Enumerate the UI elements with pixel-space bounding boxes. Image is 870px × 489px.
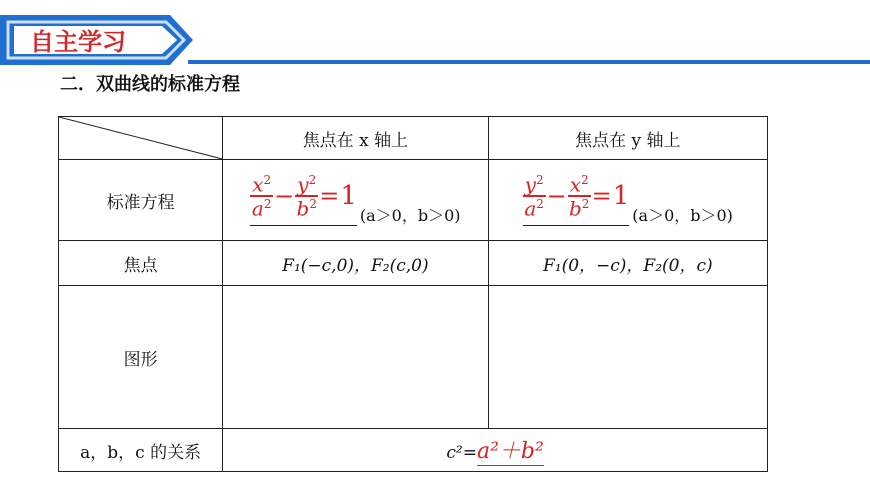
row-label-foci: 焦点 [59,241,223,286]
diagonal-line [59,117,222,159]
relation-cell [223,429,768,472]
header-divider [188,60,870,64]
banner-label: 自主学习 [30,28,126,56]
foci-y: F₁(0，−c)，F₂(0，c) [488,241,767,286]
header-y-axis: 焦点在 y 轴上 [488,117,767,160]
relation-rhs: a²＋b² [477,434,544,466]
row-label-standard-eq: 标准方程 [59,160,223,241]
row-label-relation: a，b，c 的关系 [59,429,223,472]
condition-x: (a＞0，b＞0) [359,206,461,225]
figure-x-cell [223,286,488,429]
hyperbola-table [58,116,768,472]
figure-y-cell [488,286,767,429]
section-title: 二．双曲线的标准方程 [60,74,240,95]
equation-y-cell [488,160,767,241]
condition-y: (a＞0，b＞0) [632,206,733,225]
section-banner [0,15,195,65]
row-label-figure: 图形 [59,286,223,429]
equation-y: $\frac{y^2}{a^2}$ − $\frac{x^2}{b^2}$ = 1 [523,174,630,226]
relation-lhs: c²= [446,443,477,463]
foci-x: F₁(−c,0)，F₂(c,0) [223,241,488,286]
equation-x-cell [223,160,488,241]
header-x-axis: 焦点在 x 轴上 [223,117,488,160]
diagonal-header-cell [59,117,223,160]
equation-x: $\frac{x^2}{a^2}$ − $\frac{y^2}{b^2}$ = 1 [250,174,357,226]
